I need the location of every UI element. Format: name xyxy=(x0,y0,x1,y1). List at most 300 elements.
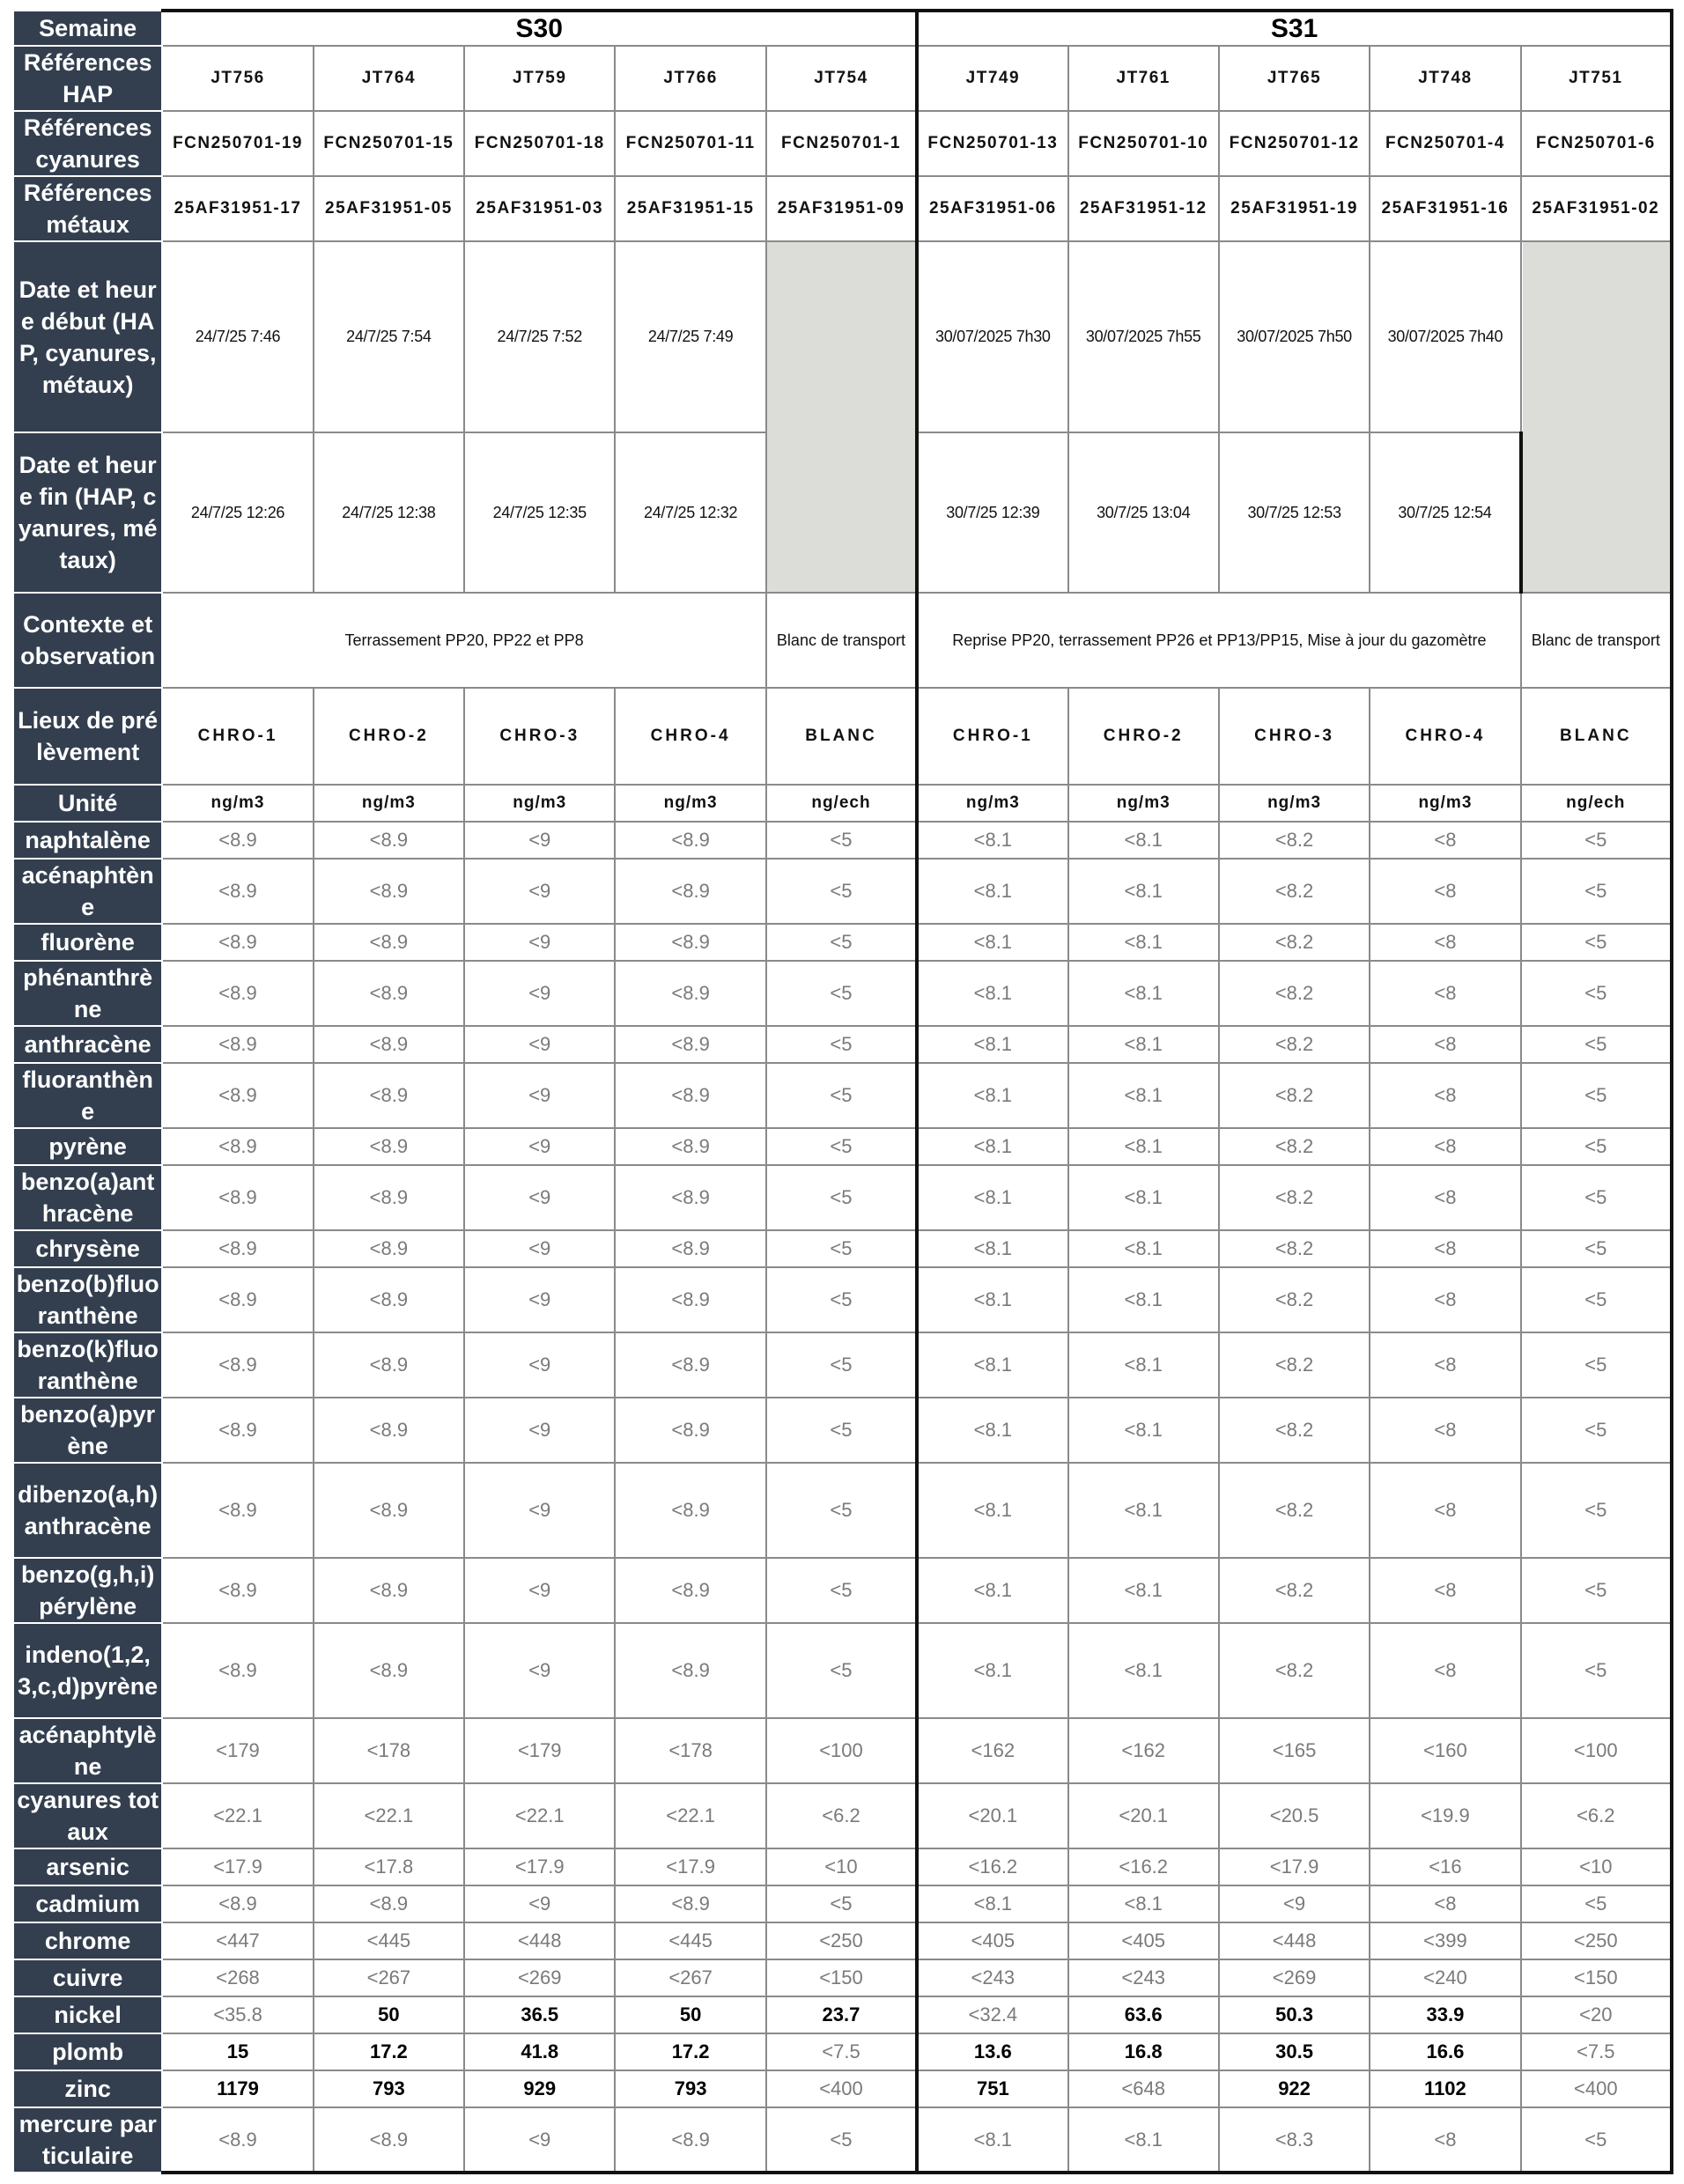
measure-value: <8.1 xyxy=(917,1026,1067,1063)
measure-value: 33.9 xyxy=(1370,1996,1520,2033)
measure-value: <8.2 xyxy=(1219,1332,1370,1398)
measure-value: <150 xyxy=(1521,1959,1672,1996)
date-fin-cell: 24/7/25 12:35 xyxy=(464,432,615,593)
measure-value: <6.2 xyxy=(1521,1783,1672,1848)
date-debut-cell: 24/7/25 7:49 xyxy=(615,241,765,432)
measure-value: 929 xyxy=(464,2070,615,2107)
measure-value: <9 xyxy=(464,1623,615,1718)
measure-row xyxy=(13,1718,1672,1783)
measure-value: <8.2 xyxy=(1219,1463,1370,1558)
measure-value: <268 xyxy=(162,1959,313,1996)
measure-value: <8.2 xyxy=(1219,1398,1370,1463)
measure-name: plomb xyxy=(13,2033,162,2070)
measure-name: acénaphtylène xyxy=(13,1718,162,1783)
measure-value: <9 xyxy=(464,1128,615,1165)
measure-value: 751 xyxy=(917,2070,1067,2107)
measure-value: 793 xyxy=(314,2070,464,2107)
measure-value: <32.4 xyxy=(917,1996,1067,2033)
measure-value: <22.1 xyxy=(615,1783,765,1848)
measure-value: <9 xyxy=(464,1230,615,1267)
measure-name: pyrène xyxy=(13,1128,162,1165)
unite-cell: ng/m3 xyxy=(1219,785,1370,822)
date-fin-cell: 24/7/25 12:38 xyxy=(314,432,464,593)
measure-value: <9 xyxy=(464,1165,615,1230)
measure-value: <8.9 xyxy=(314,1885,464,1922)
measure-value: <250 xyxy=(766,1922,917,1959)
measure-value: <8.9 xyxy=(162,1230,313,1267)
measure-row xyxy=(13,1230,1672,1267)
reference-metaux-row xyxy=(13,176,1672,241)
measure-name: chrysène xyxy=(13,1230,162,1267)
measure-value: <5 xyxy=(1521,1332,1672,1398)
measure-value: <8.9 xyxy=(162,2107,313,2173)
measure-value: 922 xyxy=(1219,2070,1370,2107)
measure-value: <8 xyxy=(1370,1885,1520,1922)
measure-row xyxy=(13,1783,1672,1848)
measure-value: <8.2 xyxy=(1219,859,1370,924)
measure-value: <8.2 xyxy=(1219,1165,1370,1230)
measure-name: cuivre xyxy=(13,1959,162,1996)
measure-value: <10 xyxy=(1521,1848,1672,1885)
measure-value: <5 xyxy=(766,1558,917,1623)
measure-value: <8.1 xyxy=(917,1230,1067,1267)
measure-name: benzo(b)fluoranthène xyxy=(13,1267,162,1332)
measure-value: <8.9 xyxy=(162,1267,313,1332)
date-debut-cell: 30/07/2025 7h50 xyxy=(1219,241,1370,432)
reference-hap-cell: JT766 xyxy=(615,46,765,111)
week-s31: S31 xyxy=(917,11,1672,46)
measure-name: fluoranthène xyxy=(13,1063,162,1128)
reference-cyanures-cell: FCN250701-10 xyxy=(1068,111,1219,176)
measure-value: <8.9 xyxy=(162,822,313,859)
measure-row xyxy=(13,1128,1672,1165)
date-debut-cell: 30/07/2025 7h55 xyxy=(1068,241,1219,432)
reference-cyanures-cell: FCN250701-6 xyxy=(1521,111,1672,176)
measure-value: <448 xyxy=(1219,1922,1370,1959)
measure-value: <9 xyxy=(464,1398,615,1463)
measure-value: 16.8 xyxy=(1068,2033,1219,2070)
measure-value: <8.9 xyxy=(314,859,464,924)
measure-value: <22.1 xyxy=(162,1783,313,1848)
measure-value: <269 xyxy=(464,1959,615,1996)
measure-value: <9 xyxy=(464,1885,615,1922)
results-table xyxy=(12,9,1673,2174)
measure-value: <17.8 xyxy=(314,1848,464,1885)
measure-value: <20.1 xyxy=(917,1783,1067,1848)
measure-value: <8.9 xyxy=(162,1128,313,1165)
lieu-cell: CHRO-3 xyxy=(464,688,615,785)
measure-value: <5 xyxy=(766,859,917,924)
measure-value: <8.2 xyxy=(1219,822,1370,859)
measure-row xyxy=(13,1996,1672,2033)
measure-value: <405 xyxy=(917,1922,1067,1959)
measure-value: <8.1 xyxy=(917,1885,1067,1922)
measure-value: <8.9 xyxy=(162,1165,313,1230)
measure-value: <100 xyxy=(766,1718,917,1783)
unite-cell: ng/m3 xyxy=(917,785,1067,822)
measure-value: <162 xyxy=(917,1718,1067,1783)
measure-value: <8 xyxy=(1370,1026,1520,1063)
measure-value: <8.9 xyxy=(314,1063,464,1128)
measure-value: <5 xyxy=(1521,1463,1672,1558)
measure-value: <160 xyxy=(1370,1718,1520,1783)
measure-value: <8.1 xyxy=(917,822,1067,859)
semaine-label: Semaine xyxy=(13,11,162,46)
measure-row xyxy=(13,1332,1672,1398)
measure-value: <8.1 xyxy=(1068,1558,1219,1623)
date-debut-cell: 30/07/2025 7h40 xyxy=(1370,241,1520,432)
measure-value: <8.9 xyxy=(162,1398,313,1463)
contexte-label: Contexte et observation xyxy=(13,593,162,688)
measure-value: <8.1 xyxy=(1068,1230,1219,1267)
measure-row xyxy=(13,1848,1672,1885)
contexte-s30-blanc: Blanc de transport xyxy=(766,593,917,688)
measure-value: <9 xyxy=(464,2107,615,2173)
measure-row xyxy=(13,1623,1672,1718)
measure-value: <5 xyxy=(766,1128,917,1165)
measure-value: <447 xyxy=(162,1922,313,1959)
lieu-cell: CHRO-1 xyxy=(917,688,1067,785)
measure-value: <8.9 xyxy=(615,961,765,1026)
measure-value: <165 xyxy=(1219,1718,1370,1783)
measure-name: dibenzo(a,h)anthracène xyxy=(13,1463,162,1558)
measure-value: <8.9 xyxy=(314,1332,464,1398)
measure-value: <8.9 xyxy=(162,924,313,961)
measure-value: <8.9 xyxy=(314,1623,464,1718)
measure-value: 36.5 xyxy=(464,1996,615,2033)
reference-hap-label: Références HAP xyxy=(13,46,162,111)
measure-value: 1102 xyxy=(1370,2070,1520,2107)
reference-cyanures-cell: FCN250701-18 xyxy=(464,111,615,176)
measure-value: <8.9 xyxy=(615,1128,765,1165)
date-fin-cell: 24/7/25 12:26 xyxy=(162,432,313,593)
measure-value: 793 xyxy=(615,2070,765,2107)
unite-cell: ng/ech xyxy=(766,785,917,822)
reference-hap-cell: JT754 xyxy=(766,46,917,111)
measure-name: benzo(g,h,i)pérylène xyxy=(13,1558,162,1623)
measure-value: <8.9 xyxy=(162,1558,313,1623)
measure-value: <9 xyxy=(464,1267,615,1332)
measure-value: <7.5 xyxy=(766,2033,917,2070)
reference-hap-cell: JT748 xyxy=(1370,46,1520,111)
measure-value: <8 xyxy=(1370,1332,1520,1398)
measure-name: chrome xyxy=(13,1922,162,1959)
measure-value: <8.9 xyxy=(162,1026,313,1063)
measure-value: <8 xyxy=(1370,1558,1520,1623)
measure-value: <8.9 xyxy=(314,822,464,859)
measure-value: <267 xyxy=(615,1959,765,1996)
measure-value: <7.5 xyxy=(1521,2033,1672,2070)
unite-cell: ng/m3 xyxy=(314,785,464,822)
measure-name: nickel xyxy=(13,1996,162,2033)
measure-name: acénaphtène xyxy=(13,859,162,924)
measure-value: <179 xyxy=(464,1718,615,1783)
measure-value: <8.9 xyxy=(615,859,765,924)
reference-metaux-cell: 25AF31951-09 xyxy=(766,176,917,241)
measure-value: <8.1 xyxy=(1068,1885,1219,1922)
measure-name: naphtalène xyxy=(13,822,162,859)
measure-value: <405 xyxy=(1068,1922,1219,1959)
measure-row xyxy=(13,1885,1672,1922)
measure-value: <5 xyxy=(766,1026,917,1063)
reference-cyanures-row xyxy=(13,111,1672,176)
measure-row xyxy=(13,1463,1672,1558)
measure-value: <5 xyxy=(1521,1267,1672,1332)
measure-value: <178 xyxy=(314,1718,464,1783)
measure-value: <8.1 xyxy=(1068,1332,1219,1398)
measure-row xyxy=(13,2033,1672,2070)
measure-value: <20.5 xyxy=(1219,1783,1370,1848)
reference-metaux-label: Références métaux xyxy=(13,176,162,241)
date-debut-cell: 24/7/25 7:52 xyxy=(464,241,615,432)
measure-name: zinc xyxy=(13,2070,162,2107)
reference-metaux-cell: 25AF31951-12 xyxy=(1068,176,1219,241)
lieu-cell: CHRO-4 xyxy=(615,688,765,785)
measure-value: <5 xyxy=(1521,859,1672,924)
measure-value: <9 xyxy=(464,822,615,859)
measure-value: <35.8 xyxy=(162,1996,313,2033)
measure-value: <8.9 xyxy=(162,859,313,924)
reference-hap-cell: JT751 xyxy=(1521,46,1672,111)
measure-value: <243 xyxy=(917,1959,1067,1996)
measure-value: <8 xyxy=(1370,1398,1520,1463)
reference-hap-cell: JT749 xyxy=(917,46,1067,111)
measure-value: <8 xyxy=(1370,1230,1520,1267)
measure-value: <8.2 xyxy=(1219,961,1370,1026)
measure-value: <8 xyxy=(1370,1128,1520,1165)
measure-value: <5 xyxy=(1521,1230,1672,1267)
measure-row xyxy=(13,961,1672,1026)
measure-name: benzo(a)pyrène xyxy=(13,1398,162,1463)
measure-value: <8.9 xyxy=(615,1332,765,1398)
measure-value: <8 xyxy=(1370,1463,1520,1558)
lieu-cell: CHRO-4 xyxy=(1370,688,1520,785)
contexte-s30: Terrassement PP20, PP22 et PP8 xyxy=(162,593,765,688)
unite-cell: ng/m3 xyxy=(615,785,765,822)
measure-value: <5 xyxy=(766,1230,917,1267)
measure-value: <8.1 xyxy=(917,961,1067,1026)
reference-metaux-cell: 25AF31951-16 xyxy=(1370,176,1520,241)
measure-value: <8.1 xyxy=(917,1398,1067,1463)
measure-value: <5 xyxy=(1521,1165,1672,1230)
measure-value: <5 xyxy=(766,2107,917,2173)
measure-value: <8.1 xyxy=(917,1267,1067,1332)
measure-value: <179 xyxy=(162,1718,313,1783)
measure-value: <178 xyxy=(615,1718,765,1783)
measure-value: <250 xyxy=(1521,1922,1672,1959)
measure-row xyxy=(13,1063,1672,1128)
measure-value: <8 xyxy=(1370,1063,1520,1128)
reference-hap-cell: JT761 xyxy=(1068,46,1219,111)
measure-value: 30.5 xyxy=(1219,2033,1370,2070)
measure-row xyxy=(13,1026,1672,1063)
week-s30: S30 xyxy=(162,11,917,46)
measure-name: indeno(1,2,3,c,d)pyrène xyxy=(13,1623,162,1718)
unite-label: Unité xyxy=(13,785,162,822)
measure-value: <9 xyxy=(464,1332,615,1398)
measure-value: <8.9 xyxy=(615,1398,765,1463)
measure-value: <17.9 xyxy=(1219,1848,1370,1885)
measure-value: <8.1 xyxy=(917,1063,1067,1128)
reference-metaux-cell: 25AF31951-02 xyxy=(1521,176,1672,241)
measure-row xyxy=(13,1165,1672,1230)
measure-value: <8.9 xyxy=(162,1463,313,1558)
measure-value: <8.9 xyxy=(615,1026,765,1063)
measure-value: <9 xyxy=(464,1558,615,1623)
measure-value: <448 xyxy=(464,1922,615,1959)
measure-name: arsenic xyxy=(13,1848,162,1885)
measure-value: <8.2 xyxy=(1219,1267,1370,1332)
date-fin-label: Date et heure fin (HAP, cyanures, métaux) xyxy=(13,432,162,593)
measure-value: <5 xyxy=(766,1063,917,1128)
measure-value: 17.2 xyxy=(314,2033,464,2070)
reference-cyanures-cell: FCN250701-12 xyxy=(1219,111,1370,176)
measure-value: <8.9 xyxy=(314,1558,464,1623)
measure-value: <9 xyxy=(464,1063,615,1128)
reference-metaux-cell: 25AF31951-19 xyxy=(1219,176,1370,241)
reference-metaux-cell: 25AF31951-03 xyxy=(464,176,615,241)
measure-value: <5 xyxy=(766,1332,917,1398)
reference-hap-cell: JT756 xyxy=(162,46,313,111)
reference-hap-cell: JT765 xyxy=(1219,46,1370,111)
measure-value: <8.2 xyxy=(1219,1063,1370,1128)
measure-row xyxy=(13,1959,1672,1996)
measure-value: <5 xyxy=(766,1623,917,1718)
unite-cell: ng/m3 xyxy=(464,785,615,822)
measure-row xyxy=(13,924,1672,961)
measure-value: <8 xyxy=(1370,1165,1520,1230)
measure-value: <5 xyxy=(1521,1558,1672,1623)
reference-hap-row xyxy=(13,46,1672,111)
measure-name: fluorène xyxy=(13,924,162,961)
measure-row xyxy=(13,1558,1672,1623)
measure-value: <8.1 xyxy=(917,1558,1067,1623)
lieu-cell: CHRO-3 xyxy=(1219,688,1370,785)
measure-value: <400 xyxy=(1521,2070,1672,2107)
measure-row xyxy=(13,2070,1672,2107)
measure-value: <20.1 xyxy=(1068,1783,1219,1848)
reference-cyanures-cell: FCN250701-13 xyxy=(917,111,1067,176)
measure-value: 41.8 xyxy=(464,2033,615,2070)
measure-value: <8.9 xyxy=(615,822,765,859)
measure-name: phénanthrène xyxy=(13,961,162,1026)
measure-value: <6.2 xyxy=(766,1783,917,1848)
measure-value: 16.6 xyxy=(1370,2033,1520,2070)
measure-value: <5 xyxy=(1521,924,1672,961)
measure-value: <5 xyxy=(1521,2107,1672,2173)
measure-value: <5 xyxy=(766,961,917,1026)
unite-cell: ng/ech xyxy=(1521,785,1672,822)
measure-value: <5 xyxy=(766,1398,917,1463)
measure-value: <17.9 xyxy=(464,1848,615,1885)
measure-value: <240 xyxy=(1370,1959,1520,1996)
reference-cyanures-cell: FCN250701-11 xyxy=(615,111,765,176)
measure-value: <5 xyxy=(1521,1623,1672,1718)
measure-value: <8.1 xyxy=(1068,1463,1219,1558)
measure-value: 50 xyxy=(615,1996,765,2033)
measure-value: <8.9 xyxy=(615,1885,765,1922)
measure-value: <22.1 xyxy=(464,1783,615,1848)
measure-row xyxy=(13,1398,1672,1463)
measure-name: benzo(a)anthracène xyxy=(13,1165,162,1230)
reference-hap-cell: JT764 xyxy=(314,46,464,111)
measure-value: <8.9 xyxy=(314,1267,464,1332)
measure-value: <8 xyxy=(1370,1623,1520,1718)
measure-value: <5 xyxy=(1521,1398,1672,1463)
measure-value: <8.9 xyxy=(314,1165,464,1230)
measure-value: <16.2 xyxy=(917,1848,1067,1885)
measure-value: <5 xyxy=(1521,1885,1672,1922)
contexte-s31: Reprise PP20, terrassement PP26 et PP13/PP15, Mise à jour du gazomètre xyxy=(917,593,1520,688)
measure-row xyxy=(13,822,1672,859)
unite-cell: ng/m3 xyxy=(1068,785,1219,822)
measure-value: <8.9 xyxy=(615,2107,765,2173)
measure-value: <5 xyxy=(766,1463,917,1558)
measure-value: <17.9 xyxy=(615,1848,765,1885)
reference-cyanures-label: Références cyanures xyxy=(13,111,162,176)
measure-value: <5 xyxy=(1521,822,1672,859)
measure-value: <9 xyxy=(464,859,615,924)
measure-value: <8.9 xyxy=(615,1063,765,1128)
measure-value: <150 xyxy=(766,1959,917,1996)
lieu-cell: CHRO-2 xyxy=(314,688,464,785)
measure-value: <8.9 xyxy=(615,1165,765,1230)
measure-value: <8 xyxy=(1370,2107,1520,2173)
date-fin-cell: 30/7/25 13:04 xyxy=(1068,432,1219,593)
reference-metaux-cell: 25AF31951-06 xyxy=(917,176,1067,241)
measure-value: <8.1 xyxy=(917,1128,1067,1165)
measure-value: <8.9 xyxy=(615,1230,765,1267)
date-fin-cell: 30/7/25 12:54 xyxy=(1370,432,1520,593)
measure-value: <8 xyxy=(1370,924,1520,961)
measure-value: <8.9 xyxy=(314,2107,464,2173)
lieu-cell: BLANC xyxy=(1521,688,1672,785)
measure-value: <8.9 xyxy=(162,1623,313,1718)
measure-value: <8.9 xyxy=(314,961,464,1026)
measure-value: <8.1 xyxy=(1068,961,1219,1026)
unite-cell: ng/m3 xyxy=(162,785,313,822)
measure-value: <8.2 xyxy=(1219,1230,1370,1267)
date-debut-cell: 24/7/25 7:46 xyxy=(162,241,313,432)
week-row xyxy=(13,11,1672,46)
lieux-label: Lieux de prélèvement xyxy=(13,688,162,785)
measure-value: <8.9 xyxy=(314,1026,464,1063)
measure-value: <8 xyxy=(1370,961,1520,1026)
reference-cyanures-cell: FCN250701-19 xyxy=(162,111,313,176)
measure-value: <267 xyxy=(314,1959,464,1996)
measure-value: <8.1 xyxy=(1068,1128,1219,1165)
lieux-row xyxy=(13,688,1672,785)
reference-cyanures-cell: FCN250701-1 xyxy=(766,111,917,176)
measure-name: anthracène xyxy=(13,1026,162,1063)
measure-value: <10 xyxy=(766,1848,917,1885)
measure-value: <8.1 xyxy=(917,1332,1067,1398)
measure-value: <8.1 xyxy=(1068,1165,1219,1230)
measure-value: <8.9 xyxy=(314,1398,464,1463)
unite-cell: ng/m3 xyxy=(1370,785,1520,822)
measure-value: <9 xyxy=(464,961,615,1026)
measure-value: 50 xyxy=(314,1996,464,2033)
measure-value: <8.2 xyxy=(1219,1558,1370,1623)
measure-value: <8.9 xyxy=(615,1463,765,1558)
measure-value: <8.9 xyxy=(615,1623,765,1718)
measure-value: 17.2 xyxy=(615,2033,765,2070)
date-fin-cell: 30/7/25 12:53 xyxy=(1219,432,1370,593)
measure-value: <9 xyxy=(464,1026,615,1063)
reference-metaux-cell: 25AF31951-15 xyxy=(615,176,765,241)
measure-value: <5 xyxy=(1521,1026,1672,1063)
measure-value: <20 xyxy=(1521,1996,1672,2033)
